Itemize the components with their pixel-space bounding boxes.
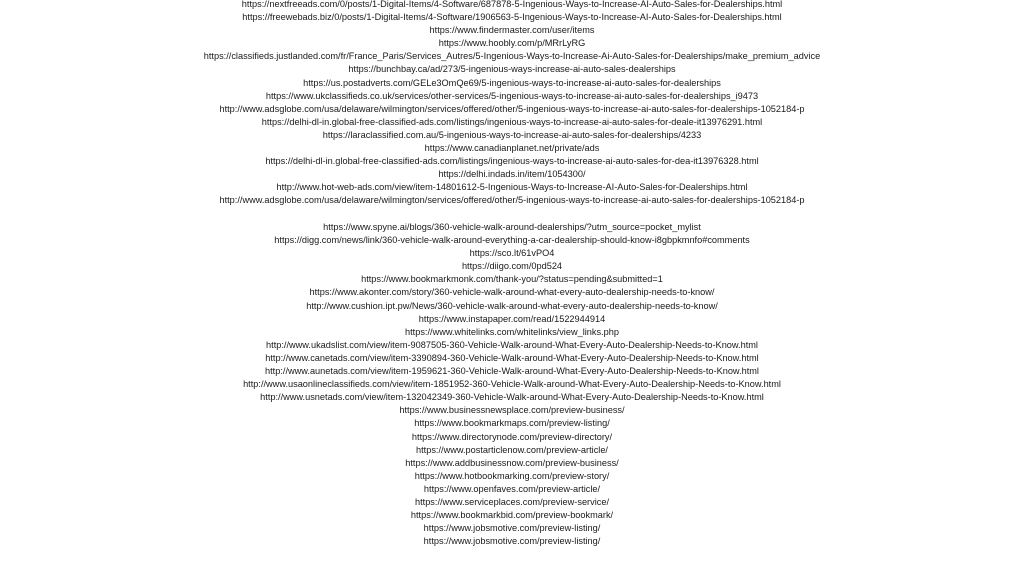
url-line: https://freewebads.biz/0/posts/1-Digital-Items/4-Software/1906563-5-Ingenious-Ways-to-Increase-AI-Auto-Sales-for-Dealerships.html [242,12,782,23]
url-line: http://www.aunetads.com/view/item-1959621-360-Vehicle-Walk-around-What-Every-Auto-Dealership-Needs-to-Know.html [265,366,759,377]
url-line: https://bunchbay.ca/ad/273/5-ingenious-ways-increase-ai-auto-sales-dealerships [348,64,676,75]
url-line: http://www.canetads.com/view/item-3390894-360-Vehicle-Walk-around-What-Every-Auto-Dealership-Needs-to-Know.html [265,352,759,363]
url-line: http://www.usnetads.com/view/item-132042349-360-Vehicle-Walk-around-What-Every-Auto-Dealership-Needs-to-Know.html [260,392,764,403]
url-line: http://www.ukadslist.com/view/item-9087505-360-Vehicle-Walk-around-What-Every-Auto-Dealership-Needs-to-Know.html [266,339,758,350]
url-line: https://us.postadverts.com/GELe3OmQe69/5-ingenious-ways-to-increase-ai-auto-sales-for-dealerships [303,77,721,88]
url-line: https://delhi.indads.in/item/1054300/ [438,169,586,180]
url-line: https://www.hoobly.com/p/MRrLyRG [438,38,586,49]
url-line: https://www.findermaster.com/user/items [429,25,595,36]
url-line: https://sco.lt/61vPO4 [469,248,555,259]
url-line: https://www.jobsmotive.com/preview-listing/ [423,536,601,547]
url-line: http://www.adsglobe.com/usa/delaware/wilmington/services/offered/other/5-ingenious-ways-to-increase-ai-auto-sales-for-dealerships-1052184-p [219,195,805,206]
url-line: https://www.akonter.com/story/360-vehicle-walk-around-what-every-auto-dealership-needs-to-know/ [309,287,715,298]
url-line: https://www.serviceplaces.com/preview-service/ [414,496,610,507]
url-line: https://www.jobsmotive.com/preview-listing/ [423,523,601,534]
url-line: https://www.hotbookmarking.com/preview-story/ [414,470,610,481]
url-line: https://laraclassified.com.au/5-ingenious-ways-to-increase-ai-auto-sales-for-dealerships/4233 [322,129,702,140]
url-line: https://www.postarticlenow.com/preview-article/ [416,444,608,455]
url-line: https://delhi-dl-in.global-free-classified-ads.com/listings/ingenious-ways-to-increase-ai-auto-sales-for-dea-it13976328.html [265,156,759,167]
url-line: https://www.instapaper.com/read/1522944914 [418,313,606,324]
url-line: http://www.usaonlineclassifieds.com/view/item-1851952-360-Vehicle-Walk-around-What-Every-Auto-Dealership-Needs-to-Know.html [243,379,781,390]
url-line: http://www.adsglobe.com/usa/delaware/wilmington/services/offered/other/5-ingenious-ways-to-increase-ai-auto-sales-for-dealerships-1052184-p [219,103,805,114]
url-line: https://www.whitelinks.com/whitelinks/view_links.php [405,326,619,337]
link-list-vehicle-walk-around [0,221,1024,548]
url-line: https://nextfreeads.com/0/posts/1-Digital-Items/4-Software/687878-5-Ingenious-Ways-to-Increase-AI-Auto-Sales-for-Dealerships.html [241,0,783,9]
url-line: https://www.addbusinessnow.com/preview-business/ [405,457,619,468]
link-list-auto-sales [0,0,1024,208]
url-line: https://www.canadianplanet.net/private/ads [424,143,600,154]
url-line: http://www.hot-web-ads.com/view/item-14801612-5-Ingenious-Ways-to-Increase-AI-Auto-Sales-for-Dealerships.html [276,182,748,193]
url-line: https://www.bookmarkmaps.com/preview-listing/ [414,418,610,429]
url-line: https://classifieds.justlanded.com/fr/France_Paris/Services_Autres/5-Ingenious-Ways-to-Increase-Ai-Auto-Sales-for-Dealerships/make_premium_advice [203,51,821,62]
url-line: https://digg.com/news/link/360-vehicle-walk-around-everything-a-car-dealership-should-know-i8gbpkmnfo#comments [274,235,750,246]
url-line: https://www.bookmarkmonk.com/thank-you/?status=pending&submitted=1 [361,274,663,285]
url-line: http://www.cushion.ipt.pw/News/360-vehicle-walk-around-what-every-auto-dealership-needs-to-know/ [306,300,718,311]
url-line: https://www.directorynode.com/preview-directory/ [411,431,613,442]
url-line: https://www.spyne.ai/blogs/360-vehicle-walk-around-dealerships/?utm_source=pocket_mylist [323,222,701,232]
url-line: https://www.ukclassifieds.co.uk/services/other-services/5-ingenious-ways-to-increase-ai-auto-sales-for-dealerships_i9473 [265,90,759,101]
url-line: https://delhi-dl-in.global-free-classified-ads.com/listings/ingenious-ways-to-increase-ai-auto-sales-for-deale-it13976291.html [261,116,763,127]
url-line: https://www.openfaves.com/preview-article/ [423,483,601,494]
url-line: https://diigo.com/0pd524 [461,261,563,272]
url-line: https://www.bookmarkbid.com/preview-bookmark/ [410,510,614,521]
url-line: https://www.businessnewsplace.com/preview-business/ [399,405,625,416]
